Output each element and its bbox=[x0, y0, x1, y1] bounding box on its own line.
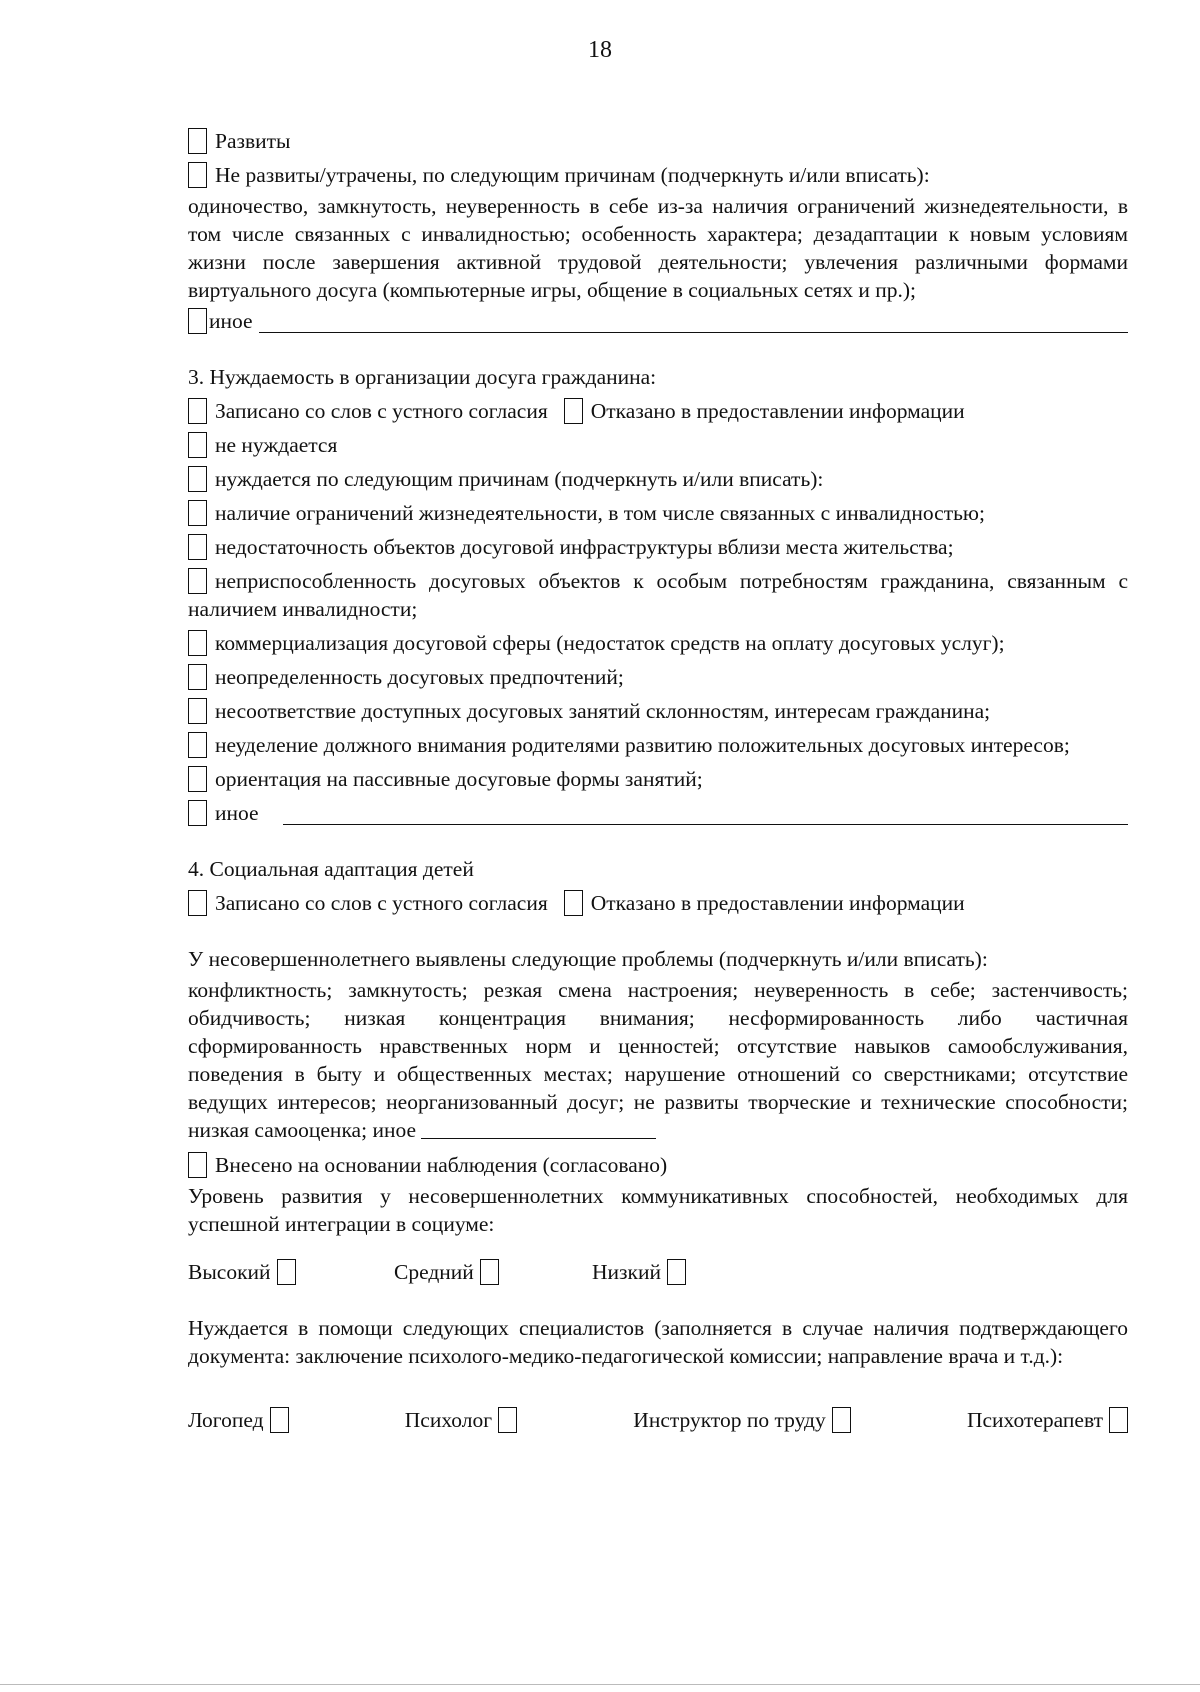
page-number: 18 bbox=[588, 37, 612, 63]
form-content bbox=[188, 124, 1128, 1440]
reason-item[interactable] bbox=[188, 567, 1128, 623]
section-3-consent bbox=[188, 394, 1128, 428]
reason-label: неопределенность досуговых предпочтений; bbox=[215, 665, 624, 689]
level-low-label: Низкий bbox=[592, 1260, 661, 1284]
option-s3-other[interactable] bbox=[188, 796, 1128, 830]
checkbox-reason-1[interactable] bbox=[188, 500, 207, 526]
checkbox-reason-8[interactable] bbox=[188, 766, 207, 792]
s3-other-fill-line[interactable] bbox=[283, 802, 1128, 825]
reason-label: неприспособленность досуговых объектов к особым потребностям гражданина, связанным с наличием инвалидности; bbox=[188, 569, 1128, 621]
checkbox-reason-5[interactable] bbox=[188, 664, 207, 690]
s3-recorded-label: Записано со слов с устного согласия bbox=[215, 399, 548, 423]
reason-label: недостаточность объектов досуговой инфраструктуры вблизи места жительства; bbox=[215, 535, 954, 559]
checkbox-s3-refused[interactable] bbox=[564, 398, 583, 424]
option-skills-other[interactable] bbox=[188, 304, 1128, 338]
s4-recorded-label: Записано со слов с устного согласия bbox=[215, 891, 548, 915]
needed-label: нуждается по следующим причинам (подчеркнуть и/или вписать): bbox=[215, 467, 824, 491]
checkbox-level-low[interactable] bbox=[667, 1259, 686, 1285]
checkbox-developed[interactable] bbox=[188, 128, 207, 154]
specialist-label: Логопед bbox=[188, 1408, 264, 1432]
checkbox-psychotherapist[interactable] bbox=[1109, 1407, 1128, 1433]
reasons-text: одиночество, замкнутость, неуверенность в себе из-за наличия ограничений жизнедеятельности, в том числе связанных с инвалидностью; особенность характера; дезадаптации к новым условиям жизни после завершения активной трудовой деятельности; увлечения различными формами виртуального досуга (компьютерные игры, общение в социальных сетях и пр.); bbox=[188, 194, 1128, 302]
reason-label: неуделение должного внимания родителями развитию положительных досуговых интересов; bbox=[215, 733, 1070, 757]
level-intro: Уровень развития у несовершеннолетних коммуникативных способностей, необходимых для успешной интеграции в социуме: bbox=[188, 1184, 1128, 1236]
option-not-developed[interactable] bbox=[188, 158, 1128, 192]
reason-label: коммерциализация досуговой сферы (недостаток средств на оплату досуговых услуг); bbox=[215, 631, 1005, 655]
skills-other-fill-line[interactable] bbox=[259, 310, 1128, 333]
specialist-label: Психолог bbox=[404, 1408, 493, 1432]
option-not-developed-label: Не развиты/утрачены, по следующим причинам (подчеркнуть и/или вписать): bbox=[215, 163, 930, 187]
specialist-psychotherapist[interactable] bbox=[967, 1406, 1128, 1434]
checkbox-speech-therapist[interactable] bbox=[270, 1407, 289, 1433]
checkbox-not-needed[interactable] bbox=[188, 432, 207, 458]
not-needed-label: не нуждается bbox=[215, 433, 338, 457]
section-4-heading: 4. Социальная адаптация детей bbox=[188, 857, 474, 881]
reason-label: наличие ограничений жизнедеятельности, в том числе связанных с инвалидностью; bbox=[215, 501, 985, 525]
problems-text-body: конфликтность; замкнутость; резкая смена настроения; неуверенность в себе; застенчивость; обидчивость; низкая концентрация внимания; несформированность либо частичная сформированность нравственных норм и ценностей; отсутствие навыков самообслуживания, поведения в быту и общественных местах; нарушение отношений со сверстниками; отсутствие ведущих интересов; неорганизованный досуг; не развиты творческие и технические способности; низкая самооценка; иное bbox=[188, 978, 1128, 1142]
checkbox-reason-2[interactable] bbox=[188, 534, 207, 560]
checkbox-skills-other[interactable] bbox=[188, 308, 207, 334]
skills-other-label: иное bbox=[209, 309, 253, 333]
levels-row bbox=[188, 1252, 1128, 1292]
reason-item[interactable] bbox=[188, 626, 1128, 660]
specialists-intro: Нуждается в помощи следующих специалистов (заполняется в случае наличия подтверждающего документа: заключение психолого-медико-педагогической комиссии; направление врача и т.д.): bbox=[188, 1316, 1128, 1368]
checkbox-labor-instructor[interactable] bbox=[832, 1407, 851, 1433]
reason-label: ориентация на пассивные досуговые формы занятий; bbox=[215, 767, 703, 791]
level-high[interactable] bbox=[188, 1258, 394, 1286]
option-developed[interactable] bbox=[188, 124, 1128, 158]
reason-label: несоответствие доступных досуговых занятий склонностям, интересам гражданина; bbox=[215, 699, 991, 723]
checkbox-reason-7[interactable] bbox=[188, 732, 207, 758]
s3-other-label: иное bbox=[215, 801, 259, 825]
checkbox-reason-6[interactable] bbox=[188, 698, 207, 724]
specialists-row bbox=[188, 1400, 1128, 1440]
checkbox-s4-recorded[interactable] bbox=[188, 890, 207, 916]
option-developed-label: Развиты bbox=[215, 129, 291, 153]
level-medium-label: Средний bbox=[394, 1260, 474, 1284]
problems-intro: У несовершеннолетнего выявлены следующие проблемы (подчеркнуть и/или вписать): bbox=[188, 947, 988, 971]
option-observation[interactable] bbox=[188, 1148, 1128, 1182]
checkbox-not-developed[interactable] bbox=[188, 162, 207, 188]
checkbox-level-high[interactable] bbox=[277, 1259, 296, 1285]
checkbox-reason-3[interactable] bbox=[188, 568, 207, 594]
checkbox-level-medium[interactable] bbox=[480, 1259, 499, 1285]
specialist-label: Инструктор по труду bbox=[633, 1408, 826, 1432]
reason-item[interactable] bbox=[188, 694, 1128, 728]
section-4-consent bbox=[188, 886, 1128, 920]
checkbox-reason-4[interactable] bbox=[188, 630, 207, 656]
checkbox-observation[interactable] bbox=[188, 1152, 207, 1178]
option-needed[interactable] bbox=[188, 462, 1128, 496]
checkbox-s4-refused[interactable] bbox=[564, 890, 583, 916]
checkbox-s3-other[interactable] bbox=[188, 800, 207, 826]
specialist-labor-instructor[interactable] bbox=[633, 1406, 850, 1434]
option-not-needed[interactable] bbox=[188, 428, 1128, 462]
s3-refused-label: Отказано в предоставлении информации bbox=[590, 399, 965, 423]
reason-item[interactable] bbox=[188, 762, 1128, 796]
specialist-label: Психотерапевт bbox=[966, 1408, 1103, 1432]
level-high-label: Высокий bbox=[188, 1260, 271, 1284]
reason-item[interactable] bbox=[188, 496, 1128, 530]
checkbox-psychologist[interactable] bbox=[498, 1407, 517, 1433]
scan-edge-line bbox=[0, 1684, 1200, 1685]
reason-item[interactable] bbox=[188, 530, 1128, 564]
specialist-speech-therapist[interactable] bbox=[188, 1406, 289, 1434]
section-3-heading: 3. Нуждаемость в организации досуга гражданина: bbox=[188, 365, 657, 389]
problems-text bbox=[188, 976, 1128, 1144]
reason-item[interactable] bbox=[188, 660, 1128, 694]
level-medium[interactable] bbox=[394, 1258, 592, 1286]
checkbox-needed[interactable] bbox=[188, 466, 207, 492]
problems-other-fill-line[interactable] bbox=[421, 1118, 656, 1139]
level-low[interactable] bbox=[592, 1258, 686, 1286]
specialist-psychologist[interactable] bbox=[405, 1406, 517, 1434]
s4-refused-label: Отказано в предоставлении информации bbox=[590, 891, 965, 915]
reason-item[interactable] bbox=[188, 731, 1128, 759]
observation-label: Внесено на основании наблюдения (согласовано) bbox=[215, 1153, 668, 1177]
checkbox-s3-recorded[interactable] bbox=[188, 398, 207, 424]
